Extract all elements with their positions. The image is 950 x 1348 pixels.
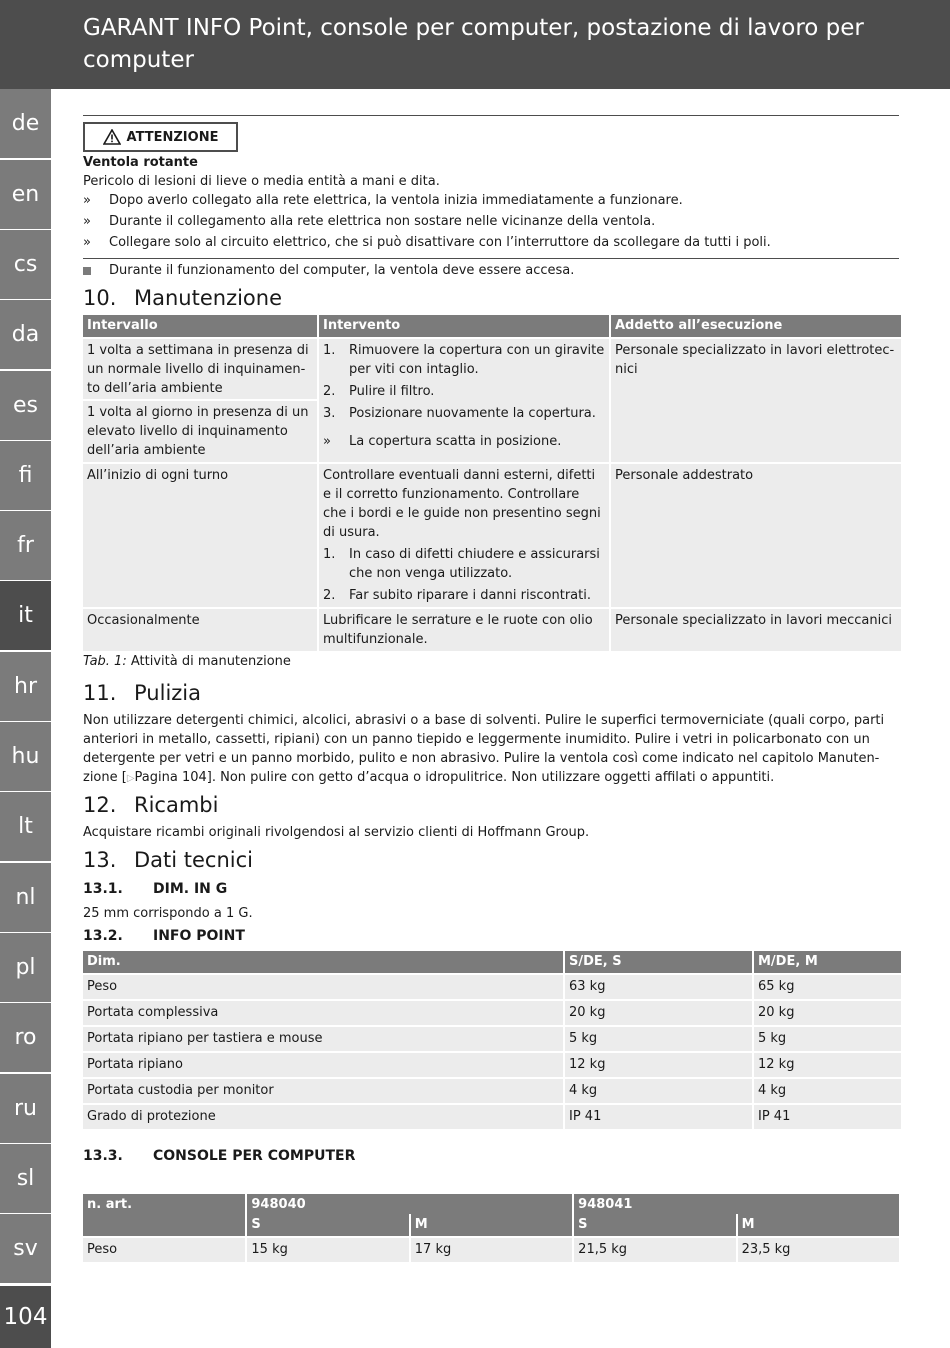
lang-tab-it[interactable]: it: [0, 581, 51, 650]
lang-tab-es[interactable]: es: [0, 371, 51, 440]
list-item: 3. Posizionare nuovamente la copertura.: [323, 406, 596, 421]
page-header: [0, 0, 950, 89]
table-header: S: [247, 1214, 408, 1236]
interval-cell: Occasionalmente: [83, 607, 317, 651]
lang-tab-lt[interactable]: lt: [0, 792, 51, 861]
action-cell: Lubrificare le serrature e le ruote con olio multifunzionale.: [319, 607, 609, 651]
table-header: Intervallo: [83, 315, 317, 337]
subsection-heading-console: 13.3. CONSOLE PER COMPUTER: [83, 1148, 356, 1164]
section-heading-cleaning: 11. Pulizia: [83, 681, 201, 705]
list-item: 2. Far subito riparare i danni riscontrati.: [323, 588, 591, 603]
list-item: » La copertura scatta in posizione.: [323, 434, 562, 449]
divider: [83, 115, 899, 116]
check-text: Controllare eventuali danni esterni, difetti e il corretto funzionamento. Controllare che i bordi e le guide non presentino segni di usura.: [323, 468, 601, 540]
lang-tab-fi[interactable]: fi: [0, 441, 51, 510]
section-heading-spare-parts: 12. Ricambi: [83, 793, 219, 817]
page-link[interactable]: Pagina 104: [134, 770, 207, 785]
lang-tab-hu[interactable]: hu: [0, 722, 51, 791]
cleaning-text: Non utilizzare detergenti chimici, alcolici, abrasivi o a base di solventi. Pulire le superfici termoverniciate (quali corpo, parti anteriori in metallo, cassetti, ripiani) con un panno tiepido e leggermente inumidito. Pulire i vetri in policarbonato con un detergente per vetri e un panno morbido, pulito e non abrasivo. Pulire la ventola così come indicato nel capitolo Manuten-zione [▷Pagina 104]. Non pulire con getto d’acqua o idropulitrice. Non utilizzare oggetti affilati o appuntiti.: [83, 713, 885, 785]
repair-steps: [323, 545, 605, 605]
interval-cell: All’inizio di ogni turno: [83, 462, 317, 607]
language-sidebar: [0, 89, 51, 1348]
divider: [83, 258, 899, 259]
table-row: [83, 337, 901, 462]
list-item: 1. Rimuovere la copertura con un giravite per viti con intaglio.: [323, 343, 605, 377]
warning-bullet-text: Durante il collegamento alla rete elettrica non sostare nelle vicinanze della ventola.: [109, 214, 656, 229]
table-header: S/DE, S: [565, 951, 752, 973]
section-heading-technical-data: 13. Dati tecnici: [83, 848, 254, 872]
lang-tab-nl[interactable]: nl: [0, 863, 51, 932]
interval-daily: 1 volta al giorno in presenza di un elevato livello di inquinamento dell’aria ambiente: [83, 401, 317, 462]
table-header: Intervento: [319, 315, 609, 337]
responsible-cell: Personale addestrato: [611, 462, 901, 607]
table-header: 948040: [247, 1194, 572, 1214]
table-caption: Tab. 1: Attività di manutenzione: [83, 654, 291, 669]
warning-bullet-text: Collegare solo al circuito elettrico, che si può disattivare con l’interruttore da scollegare da tutti i poli.: [109, 235, 771, 250]
subsection-heading-dim: 13.1. DIM. IN G: [83, 881, 228, 897]
lang-tab-fr[interactable]: fr: [0, 511, 51, 580]
lang-tab-cs[interactable]: cs: [0, 230, 51, 299]
info-point-table: [81, 951, 903, 1129]
table-row: Peso 15 kg 17 kg 21,5 kg 23,5 kg: [83, 1236, 899, 1262]
interval-weekly: 1 volta a settimana in presenza di un normale livello di inquinamen-to dell’aria ambiente: [83, 339, 317, 399]
document-title: GARANT INFO Point, console per computer, postazione di lavoro per computer: [83, 15, 864, 73]
responsible-cell: Personale specializzato in lavori meccanici: [611, 607, 901, 651]
table-row: Grado di protezione IP 41 IP 41: [83, 1103, 901, 1129]
table-header: S: [574, 1214, 735, 1236]
table-row: Portata custodia per monitor 4 kg 4 kg: [83, 1077, 901, 1103]
table-row: [83, 462, 901, 607]
table-row: Portata complessiva 20 kg 20 kg: [83, 999, 901, 1025]
table-header: M: [411, 1214, 572, 1236]
spare-parts-text: Acquistare ricambi originali rivolgendosi al servizio clienti di Hoffmann Group.: [83, 825, 590, 840]
warning-text: Pericolo di lesioni di lieve o media entità a mani e dita.: [83, 174, 440, 189]
console-table: [81, 1194, 901, 1262]
warning-title: Ventola rotante: [83, 155, 198, 170]
lang-tab-sv[interactable]: sv: [0, 1214, 51, 1283]
lang-tab-en[interactable]: en: [0, 160, 51, 229]
maintenance-steps: [323, 341, 605, 451]
maintenance-table: [81, 315, 903, 651]
lang-tab-ro[interactable]: ro: [0, 1003, 51, 1072]
warning-bullet-text: Dopo averlo collegato alla rete elettrica, la ventola inizia immediatamente a funzionare.: [109, 193, 683, 208]
dim-text: 25 mm corrispondo a 1 G.: [83, 906, 253, 921]
lang-tab-de[interactable]: de: [0, 89, 51, 158]
bullet-marker: »: [83, 235, 91, 250]
page-number: 104: [0, 1286, 51, 1348]
bullet-marker: »: [83, 214, 91, 229]
table-header: M: [738, 1214, 899, 1236]
page-link-arrow-icon: ▷: [126, 773, 135, 784]
note-text: Durante il funzionamento del computer, la ventola deve essere accesa.: [109, 263, 575, 278]
bullet-marker: »: [83, 193, 91, 208]
list-item: 1. In caso di difetti chiudere e assicurarsi che non venga utilizzato.: [323, 547, 600, 581]
warning-label: ATTENZIONE: [126, 129, 219, 145]
lang-tab-da[interactable]: da: [0, 300, 51, 369]
table-row: Peso 63 kg 65 kg: [83, 973, 901, 999]
lang-tab-pl[interactable]: pl: [0, 933, 51, 1002]
list-item: 2. Pulire il filtro.: [323, 384, 435, 399]
table-header: n. art.: [83, 1194, 245, 1236]
responsible-cell: Personale specializzato in lavori elettrotec-nici: [611, 337, 901, 462]
lang-tab-ru[interactable]: ru: [0, 1074, 51, 1143]
table-row: [83, 607, 901, 651]
square-bullet-icon: [83, 267, 91, 275]
subsection-heading-info-point: 13.2. INFO POINT: [83, 928, 245, 944]
warning-triangle-icon: [103, 129, 121, 145]
table-header: Addetto all’esecuzione: [611, 315, 901, 337]
table-header: 948041: [574, 1194, 899, 1214]
table-header: M/DE, M: [754, 951, 901, 973]
section-heading-maintenance: 10. Manutenzione: [83, 286, 283, 310]
lang-tab-sl[interactable]: sl: [0, 1144, 51, 1213]
table-row: Portata ripiano per tastiera e mouse 5 kg 5 kg: [83, 1025, 901, 1051]
table-row: Portata ripiano 12 kg 12 kg: [83, 1051, 901, 1077]
warning-badge: [83, 122, 238, 152]
table-header: Dim.: [83, 951, 563, 973]
lang-tab-hr[interactable]: hr: [0, 652, 51, 721]
